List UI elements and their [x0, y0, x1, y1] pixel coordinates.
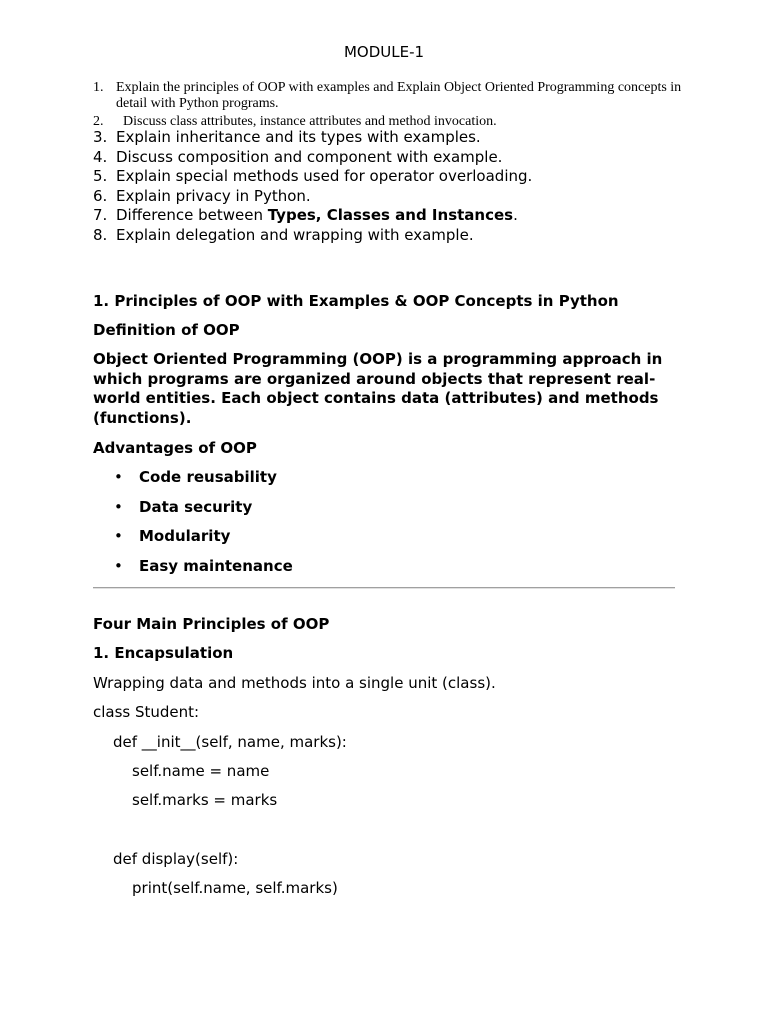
question-number: 1.: [93, 80, 104, 95]
advantage-item: [114, 526, 230, 546]
advantages-heading: Advantages of OOP: [93, 439, 257, 457]
advantage-item: [114, 497, 252, 517]
question-text: Explain special methods used for operator overloading.: [116, 167, 533, 185]
horizontal-divider: [93, 587, 675, 589]
code-line: def display(self):: [113, 850, 239, 868]
bullet-icon: •: [114, 498, 123, 516]
question-number: 7.: [93, 206, 108, 224]
question-8: [93, 226, 693, 245]
question-text: Explain delegation and wrapping with example.: [116, 226, 474, 244]
encapsulation-heading: 1. Encapsulation: [93, 644, 234, 662]
question-4: [93, 148, 693, 167]
question-text-bold: Types, Classes and Instances: [267, 206, 514, 224]
question-text: Discuss composition and component with example.: [116, 148, 503, 166]
question-text-suffix: .: [513, 206, 518, 224]
encapsulation-description: Wrapping data and methods into a single unit (class).: [93, 674, 496, 692]
question-text: Explain the principles of OOP with examples and Explain Object Oriented Programming concepts in detail with Python programs.: [116, 80, 682, 111]
advantage-item: [114, 556, 293, 576]
advantage-label: Data security: [139, 498, 253, 516]
definition-text: Object Oriented Programming (OOP) is a programming approach in which programs are organized around objects that represent real-world entities. Each object contains data (attributes) and methods (functions).: [93, 350, 663, 428]
question-text: Explain privacy in Python.: [116, 187, 311, 205]
question-number: 8.: [93, 226, 108, 244]
question-7: [93, 206, 693, 225]
question-text: Explain inheritance and its types with examples.: [116, 128, 481, 146]
advantage-label: Easy maintenance: [139, 557, 293, 575]
question-6: [93, 187, 693, 206]
question-3: [93, 128, 693, 147]
code-line: def __init__(self, name, marks):: [113, 733, 347, 751]
bullet-icon: •: [114, 468, 123, 486]
question-5: [93, 167, 693, 186]
question-number: 5.: [93, 167, 108, 185]
question-text-prefix: Difference between: [116, 206, 268, 224]
question-number: 6.: [93, 187, 108, 205]
question-number: 4.: [93, 148, 108, 166]
advantage-item: [114, 467, 277, 487]
code-line: self.marks = marks: [132, 791, 278, 809]
advantage-label: Modularity: [139, 527, 231, 545]
section-2-heading: Four Main Principles of OOP: [93, 615, 330, 633]
question-number: 2.: [93, 114, 104, 129]
question-number: 3.: [93, 128, 108, 146]
code-line: print(self.name, self.marks): [132, 879, 338, 897]
bullet-icon: •: [114, 527, 123, 545]
question-text: Discuss class attributes, instance attributes and method invocation.: [123, 114, 497, 129]
advantage-label: Code reusability: [139, 468, 277, 486]
module-title: MODULE-1: [343, 43, 425, 61]
section-1-heading: 1. Principles of OOP with Examples & OOP Concepts in Python: [93, 292, 619, 310]
bullet-icon: •: [114, 557, 123, 575]
definition-heading: Definition of OOP: [93, 321, 240, 339]
code-line: class Student:: [93, 703, 200, 721]
question-1: [93, 80, 683, 112]
code-line: self.name = name: [132, 762, 270, 780]
